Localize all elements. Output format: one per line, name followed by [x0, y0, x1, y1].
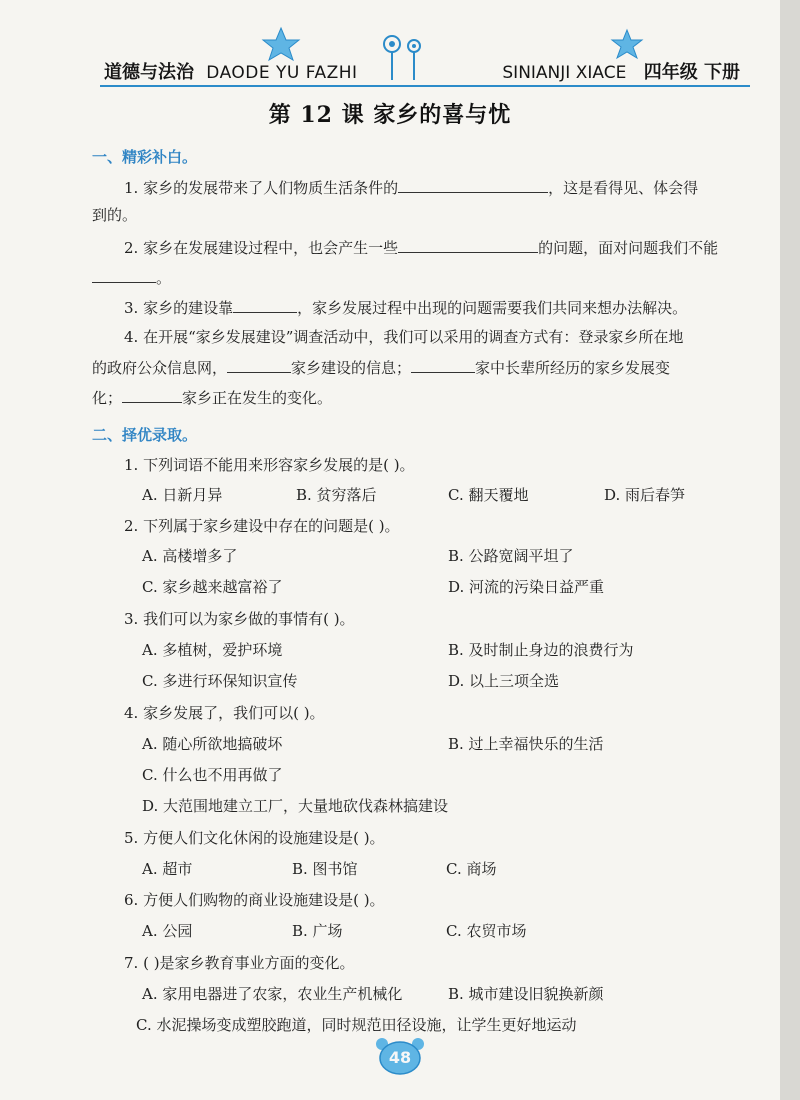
question-text: 3. 家乡的建设靠: [124, 299, 234, 317]
answer-blank[interactable]: [92, 266, 156, 283]
choice-option[interactable]: B. 城市建设旧貌换新颜: [448, 985, 604, 1003]
answer-blank[interactable]: [122, 386, 182, 403]
choice-option[interactable]: B. 及时制止身边的浪费行为: [448, 641, 634, 659]
choice-question-stem: 6. 方便人们购物的商业设施建设是( )。: [124, 891, 385, 909]
page-header: [86, 38, 750, 88]
choice-option[interactable]: B. 图书馆: [292, 860, 358, 878]
choice-option[interactable]: B. 贫穷落后: [296, 486, 377, 504]
choice-option[interactable]: A. 随心所欲地搞破坏: [142, 735, 283, 753]
choice-option[interactable]: C. 多进行环保知识宣传: [142, 672, 298, 690]
answer-blank[interactable]: [227, 356, 291, 373]
choice-question-stem: 5. 方便人们文化休闲的设施建设是( )。: [124, 829, 385, 847]
choice-question-stem: 2. 下列属于家乡建设中存在的问题是( )。: [124, 517, 400, 535]
question-line: [92, 386, 332, 408]
question-text: 的政府公众信息网，: [92, 359, 228, 377]
question-text: ，这是看得见、体会得: [548, 179, 699, 197]
question-line: [92, 266, 171, 288]
choice-option[interactable]: D. 大范围地建立工厂，大量地砍伐森林搞建设: [142, 797, 449, 815]
section-heading-fill-in: 一、精彩补白。: [92, 148, 198, 166]
question-line: [124, 296, 687, 318]
question-text: 到的。: [92, 206, 138, 224]
subject-title: 道德与法治: [104, 62, 194, 83]
question-line: [124, 236, 718, 258]
grade-label: 四年级 下册: [643, 62, 740, 83]
choice-option[interactable]: C. 农贸市场: [446, 922, 527, 940]
choice-question-stem: 3. 我们可以为家乡做的事情有( )。: [124, 610, 355, 628]
choice-option[interactable]: D. 以上三项全选: [448, 672, 560, 690]
answer-blank[interactable]: [411, 356, 475, 373]
answer-blank[interactable]: [233, 296, 297, 313]
choice-option[interactable]: A. 日新月异: [142, 486, 223, 504]
choice-option[interactable]: C. 家乡越来越富裕了: [142, 578, 283, 596]
question-text: 2. 家乡在发展建设过程中，也会产生一些: [124, 239, 399, 257]
subject-latin: DAODE YU FAZHI: [206, 63, 358, 83]
series-latin: SINIANJI XIACE: [502, 63, 627, 83]
choice-question-stem: 7. ( )是家乡教育事业方面的变化。: [124, 954, 355, 972]
question-text: 。: [156, 269, 172, 287]
choice-option[interactable]: D. 河流的污染日益严重: [448, 578, 605, 596]
choice-option[interactable]: C. 翻天覆地: [448, 486, 529, 504]
choice-option[interactable]: A. 高楼增多了: [142, 547, 238, 565]
question-line: [92, 356, 670, 378]
question-text: 家乡正在发生的变化。: [182, 389, 333, 407]
question-text: 的问题，面对问题我们不能: [538, 239, 719, 257]
question-text: 家乡建设的信息；: [291, 359, 412, 377]
section-heading-multiple-choice: 二、择优录取。: [92, 426, 198, 444]
question-text: 4. 在开展“家乡发展建设”调查活动中，我们可以采用的调查方式有：登录家乡所在地: [124, 328, 684, 346]
header-subject: [104, 58, 358, 84]
flower-icon: [378, 32, 428, 84]
question-line: [92, 204, 137, 225]
choice-option[interactable]: D. 雨后春笋: [604, 486, 686, 504]
choice-option[interactable]: B. 过上幸福快乐的生活: [448, 735, 604, 753]
choice-option[interactable]: A. 公园: [142, 922, 193, 940]
choice-option[interactable]: C. 商场: [446, 860, 497, 878]
question-text: 化；: [92, 389, 123, 407]
answer-blank[interactable]: [398, 176, 548, 193]
header-rule: [100, 85, 750, 87]
book-spine: [780, 0, 800, 1100]
star-icon: [246, 26, 316, 62]
choice-option[interactable]: A. 家用电器进了农家，农业生产机械化: [142, 985, 403, 1003]
choice-option[interactable]: A. 多植树，爱护环境: [142, 641, 283, 659]
choice-question-stem: 4. 家乡发展了，我们可以( )。: [124, 704, 325, 722]
choice-option[interactable]: C. 水泥操场变成塑胶跑道，同时规范田径设施，让学生更好地运动: [136, 1016, 577, 1034]
answer-blank[interactable]: [398, 236, 538, 253]
star-icon: [602, 28, 652, 64]
question-text: 家中长辈所经历的家乡发展变: [475, 359, 671, 377]
choice-question-stem: 1. 下列词语不能用来形容家乡发展的是( )。: [124, 456, 415, 474]
question-text: ，家乡发展过程中出现的问题需要我们共同来想办法解决。: [297, 299, 688, 317]
choice-option[interactable]: A. 超市: [142, 860, 193, 878]
page-number-text: 48: [388, 1048, 412, 1067]
choice-option[interactable]: B. 广场: [292, 922, 343, 940]
question-text: 1. 家乡的发展带来了人们物质生活条件的: [124, 179, 399, 197]
lesson-title: 第 12 课 家乡的喜与忧: [268, 102, 512, 128]
choice-option[interactable]: C. 什么也不用再做了: [142, 766, 283, 784]
question-line: [124, 326, 683, 347]
page-number: [370, 1036, 430, 1076]
question-line: [124, 176, 698, 198]
choice-option[interactable]: B. 公路宽阔平坦了: [448, 547, 574, 565]
